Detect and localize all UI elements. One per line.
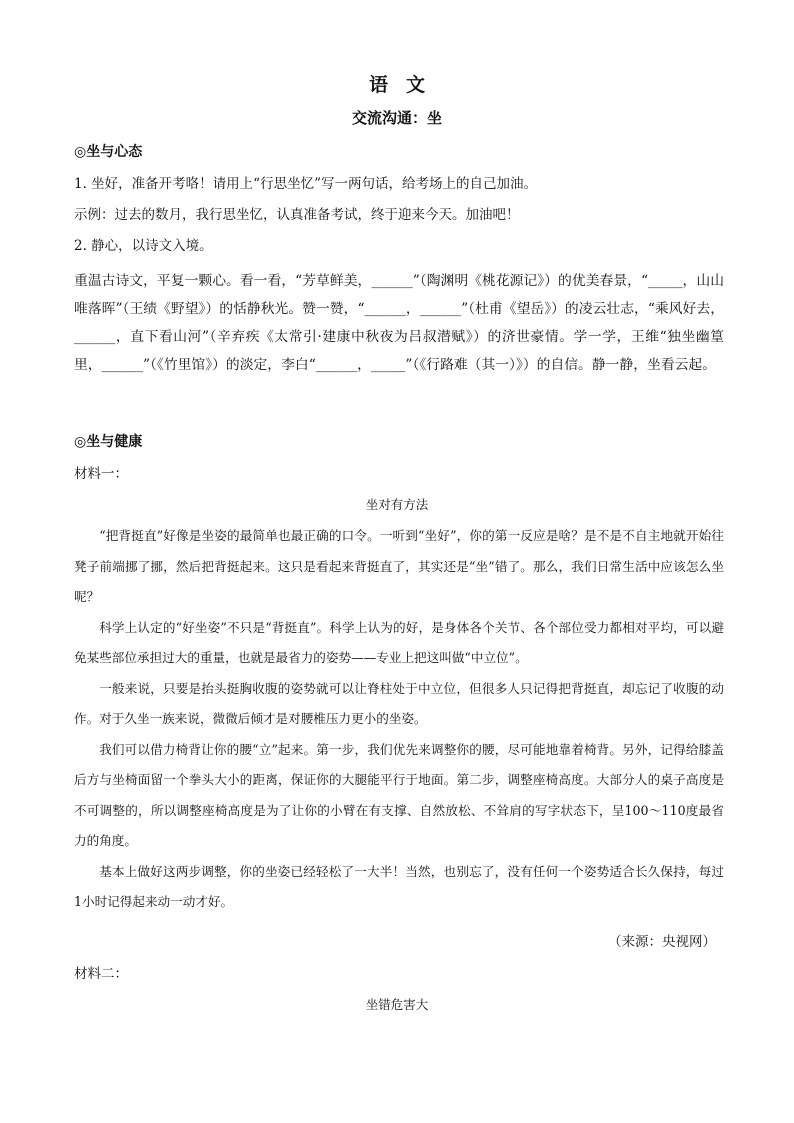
section-heading-health: ◎坐与健康 (74, 434, 143, 450)
article-paragraph: 科学上认定的“好坐姿”不只是“背挺直”。科学上认为的好，是身体各个关节、各个部位受力都相对平均，可以避免某些部位承担过大的重量，也就是最省力的姿势——专业上把这叫做“中立位”。 (74, 619, 724, 665)
article-paragraph: “把背挺直”好像是坐姿的最简单也最正确的口令。一听到“坐好”，你的第一反应是啥？是不是不自主地就开始往凳子前端挪了挪，然后把背挺起来。这只是看起来背挺直了，其实还是“坐”错了。那么，我们日常生活中应该怎么坐呢？ (74, 528, 724, 604)
page-subtitle: 交流沟通：坐 (351, 109, 442, 127)
article-2-title: 坐错危害大 (365, 997, 429, 1012)
section-heading-mindset: ◎坐与心态 (74, 144, 143, 160)
question-2: 2. 静心，以诗文入境。 (74, 238, 213, 254)
article-source: （来源：央视网） (608, 934, 716, 950)
poem-fill-in-paragraph: 重温古诗文，平复一颗心。看一看，“芳草鲜美，______”（陶渊明《桃花源记》）的优美春景，“_____，山山唯落晖”（王绩《野望》）的恬静秋光。赞一赞，“______，______”（杜甫《望岳》）的凌云壮志，“乘风好去，______，直下看山河”（辛弃疾《太常引·建康中秋夜为吕叔潜赋》）的济世豪情。学一学，王维“独坐幽篁里，______”（《竹里馆》）的淡定，李白“______，_____”（《行路难（其一）》）的自信。静一静，坐看云起。 (74, 273, 724, 373)
material-2-label: 材料二： (74, 966, 128, 982)
article-paragraph: 一般来说，只要是抬头挺胸收腹的姿势就可以让脊柱处于中立位，但很多人只记得把背挺直，却忘记了收腹的动作。对于久坐一族来说，微微后倾才是对腰椎压力更小的坐姿。 (74, 680, 724, 726)
article-paragraph: 基本上做好这两步调整，你的坐姿已经轻松了一大半！当然，也别忘了，没有任何一个姿势适合长久保持，每过1小时记得起来动一动才好。 (74, 863, 724, 909)
question-1: 1. 坐好，准备开考咯！请用上“行思坐忆”写一两句话，给考场上的自己加油。 (74, 176, 537, 192)
article-paragraph: 我们可以借力椅背让你的腰“立”起来。第一步，我们优先来调整你的腰，尽可能地靠着椅背。另外，记得给膝盖后方与坐椅面留一个拳头大小的距离，保证你的大腿能平行于地面。第二步，调整座椅高度。大部分人的桌子高度是不可调整的，所以调整座椅高度是为了让你的小臂在有支撑、自然放松、不耸肩的写字状态下，呈100～110度最省力的角度。 (74, 741, 724, 848)
page-title: 语文 (368, 74, 443, 96)
material-1-label: 材料一： (74, 466, 128, 482)
article-1-body (74, 521, 724, 918)
article-1-title: 坐对有方法 (365, 497, 429, 512)
example-answer: 示例：过去的数月，我行思坐忆，认真准备考试，终于迎来今天。加油吧！ (74, 207, 520, 223)
